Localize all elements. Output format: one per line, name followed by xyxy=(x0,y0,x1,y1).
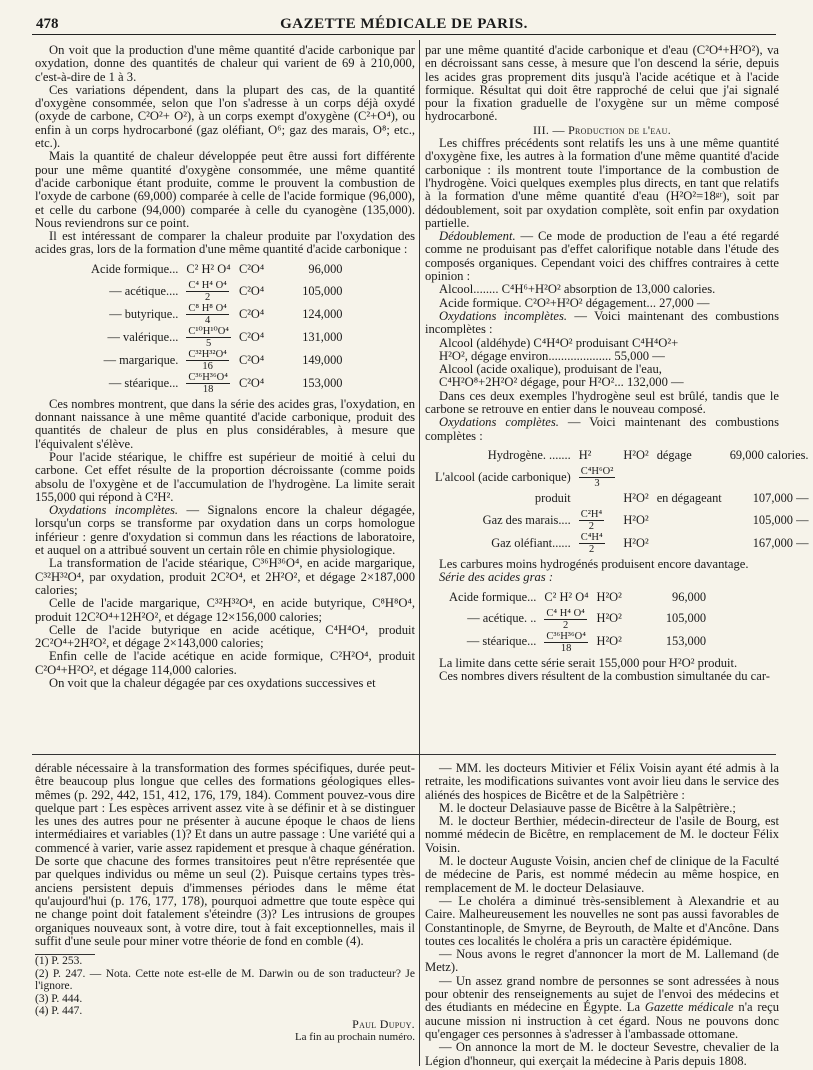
footnote: (3) P. 444. xyxy=(35,992,83,1005)
news-text: n'a reçu aucune mission ni instruction à cet égard. Nous ne pouvons donc qu'engager ces personnes à s'adresser à l'ambassade ottomane. xyxy=(425,1000,780,1041)
formula-denominator: 18 xyxy=(560,642,572,654)
paragraph-text: — Voici maintenant des combustions complètes : xyxy=(425,415,780,443)
table-row xyxy=(87,326,346,349)
water-formula: H²O² xyxy=(623,535,649,550)
heat-value: 167,000 — xyxy=(752,535,809,550)
paragraph-lead: Oxydations complètes. xyxy=(439,415,559,430)
product-formula: C²O⁴ xyxy=(238,262,265,277)
paragraph: La limite dans cette série serait 155,000 pour H²O² produit. xyxy=(439,655,738,670)
formula-denominator: 3 xyxy=(594,477,600,489)
news-item: — MM. les docteurs Mitivier et Félix Voisin ayant été admis à la retraite, les modifications suivantes vont avoir lieu dans le service des aliénés des hospices de Bicêtre et de la Salpêtrière : xyxy=(425,761,779,802)
formula-denominator: 2 xyxy=(589,543,595,555)
formula-numerator: C⁴ H⁴ O⁴ xyxy=(546,607,585,619)
formula-fraction xyxy=(186,303,228,326)
product-formula: C²O⁴ xyxy=(238,352,265,367)
paragraph: par une même quantité d'acide carbonique et d'eau (C²O⁴+H²O²), va en décroissant sans cesse, à mesure que l'on descend la série, depuis les acides gras proprement dits jusqu'à l'acide acétique et à l'acide formique. Résultat qui doit être rapproché de celui que j'ai signalé pour la fixation graduelle de l'oxygène sur un même composé hydrocarboné. xyxy=(425,43,779,124)
page-number: 478 xyxy=(36,16,59,32)
compound-name: Acide formique... xyxy=(449,589,537,604)
paragraph: dérable nécessaire à la transformation des formes spécifiques, durée peut-être beaucoup plus longue que celles des formations géologiques elles-mêmes (p. 292, 442, 151, 412, 176, 179, 184). Comment pouvez-vous dire quelque part : Les espèces arrivent assez vite à se définir et à se distinguer les unes des autres pour ne présenter à aucune époque le chaos de liens intermédiaires et variables (1)? Et dans un autre passage : Une variété qui a commencé à varier, varie assez rapidement et presque à chaque génération. De sorte que chacune des formes transitoires peut n'être représentée que par quelques individus ou même un seul (2). Puisque certains types très-anciens persistent depuis d'immenses périodes dans le même état qu'aujourd'hui (p. 176, 177, 178), pourquoi admettre que toute espèce qui ne change point doit fatalement s'éteindre (3)? Les intrusions de groupes organiques nouveaux sont, à votre dire, tout à fait exceptionnelles, mais il suffit d'une seule pour miner votre théorie de fond en comble (4). xyxy=(35,761,415,948)
formula-denominator: 5 xyxy=(206,337,212,349)
compound-name: produit xyxy=(534,491,571,506)
paragraph-lead: Oxydations incomplètes. xyxy=(439,308,568,323)
paragraph-text: — Signalons encore la chaleur dégagée, lorsqu'un corps se transforme par oxydation dans un corps homologue inférieur : genre d'oxydation si commun dans les réactions de laboratoire, et auquel on a attribué souvent un certain rôle en chimie physiologique. xyxy=(35,503,416,558)
paragraph-lead: Dédoublement. xyxy=(439,229,516,244)
bottom-left-column xyxy=(35,762,415,1062)
section-divider xyxy=(32,754,776,755)
water-formula: H²O² xyxy=(623,491,649,506)
fatty-acids-heat-table xyxy=(87,260,346,395)
news-item xyxy=(425,975,779,1041)
footnote: (4) P. 447. xyxy=(35,1005,83,1018)
paragraph: On voit que la chaleur dégagée par ces oxydations successives et xyxy=(49,675,376,690)
footnote: (1) P. 253. xyxy=(35,955,83,968)
paragraph: La transformation de l'acide stéarique, C³⁶H³⁶O⁴, en acide margarique, C³²H³²O⁴, par oxydation, produit 2C²O⁴, et 2H²O², et dégage 2×187,000 calories; xyxy=(35,556,415,597)
heat-value: 149,000 xyxy=(302,352,343,367)
formula-fraction xyxy=(544,608,586,631)
news-item: — Le choléra a diminué très-sensiblement à Alexandrie et au Caire. Malheureusement les nouvelles ne sont pas aussi favorables de Constantinople, de Smyrne, de Beyrouth, de Malte et d'Ancône. Dans toutes ces localités le choléra a pris un caractère épidémique. xyxy=(425,893,779,948)
formula-denominator: 18 xyxy=(202,383,214,395)
paragraph xyxy=(425,230,779,283)
complete-oxidation-table xyxy=(431,446,813,555)
paragraph: Celle de l'acide butyrique en acide acétique, C⁴H⁴O⁴, produit 2C²O⁴+2H²O², et dégage 2×143,000 calories; xyxy=(35,622,415,651)
compound-formula xyxy=(575,489,620,509)
formula-numerator: C³²H³²O⁴ xyxy=(188,348,227,360)
table-row xyxy=(87,303,346,326)
paragraph: Les chiffres précédents sont relatifs les uns à une même quantité d'oxygène fixe, les autres à la formation d'une même quantité d'acide carbonique : ils montrent toute l'importance de la combustion de l'hydrogène. Voici quelques exemples plus directs, en tant que relatifs à la formation d'une même quantité d'eau (H²O²=18ᵍʳ), soit par dédoublement, soit par oxydation complète, soit enfin par oxydation partielle. xyxy=(425,136,779,230)
compound-name: — valérique... xyxy=(107,329,179,344)
paragraph: Ces nombres divers résultent de la combustion simultanée du car- xyxy=(439,668,770,683)
news-item: M. le docteur Auguste Voisin, ancien chef de clinique de la Faculté de médecine de Paris, est nommé médecin au même hospice, en remplacement de M. le docteur Delasiauve. xyxy=(425,854,779,895)
paragraph xyxy=(425,416,779,443)
paragraph-text: — Voici maintenant des combustions incomplètes : xyxy=(425,308,779,337)
formula-fraction xyxy=(579,532,605,555)
compound-formula xyxy=(182,372,235,395)
paragraph xyxy=(35,504,415,557)
paragraph: Ces nombres montrent, que dans la série des acides gras, l'oxydation, en donnant naissance à une même quantité d'acide carbonique, produit des quantités de chaleur de plus en plus considérables, à mesure que l'équivalent s'élève. xyxy=(35,396,415,451)
page-header xyxy=(32,10,776,35)
formula-numerator: C¹⁰H¹⁰O⁴ xyxy=(188,325,229,337)
equation-line: Alcool........ C⁴H⁶+H²O² absorption de 13,000 calories. xyxy=(439,282,716,297)
continued-note: La fin au prochain numéro. xyxy=(294,1030,415,1043)
product-formula: C²O⁴ xyxy=(238,306,265,321)
heat-value: 105,000 — xyxy=(752,512,809,527)
formula-fraction xyxy=(579,466,616,489)
equation-line: Alcool (aldéhyde) C⁴H⁴O² produisant C⁴H⁴O²+ xyxy=(439,335,679,350)
paragraph: Celle de l'acide margarique, C³²H³²O⁴, en acide butyrique, C⁸H⁸O⁴, produit 12C²O⁴+12H²O², et dégage 12×156,000 calories; xyxy=(35,596,415,624)
compound-formula xyxy=(182,349,235,372)
news-text: — Un assez grand nombre de personnes se sont adressées à nous pour obtenir des renseignements au sujet de l'envoi des médecins et des étudiants en médecine en Égypte. La xyxy=(425,973,779,1015)
table-row xyxy=(445,588,710,608)
table-row xyxy=(87,349,346,372)
heat-value xyxy=(726,466,813,489)
formula-denominator: 16 xyxy=(202,360,213,372)
water-formula: H²O² xyxy=(596,611,622,626)
equation-line: Alcool (acide oxalique), produisant de l'eau, xyxy=(439,362,662,377)
compound-formula xyxy=(540,608,592,631)
formula-numerator: C⁴H⁶O² xyxy=(580,465,614,477)
paragraph-lead: Oxydations incomplètes. xyxy=(49,503,179,518)
compound-formula: C² H² O⁴ xyxy=(544,589,589,604)
compound-formula: H² xyxy=(578,448,592,463)
compound-formula xyxy=(540,631,592,654)
table-row xyxy=(431,446,813,466)
table-row xyxy=(431,532,813,555)
water-formula: H²O² xyxy=(623,512,649,527)
verb xyxy=(653,532,726,555)
news-item: M. le docteur Berthier, médecin-directeur de l'asile de Bourg, est nommé médecin de Bicêtre, en remplacement de M. le docteur Félix Voisin. xyxy=(425,814,779,855)
paragraph xyxy=(425,310,779,337)
formula-fraction xyxy=(579,509,604,532)
formula-denominator: 2 xyxy=(204,291,211,303)
heat-value: 153,000 xyxy=(302,375,343,390)
news-item: M. le docteur Delasiauve passe de Bicêtre à la Salpêtrière.; xyxy=(439,800,736,815)
table-row xyxy=(445,608,710,631)
compound-name: Acide formique... xyxy=(91,262,179,277)
formula-denominator: 2 xyxy=(562,619,569,631)
paragraph: On voit que la production d'une même quantité d'acide carbonique par oxydation, donne des quantités de chaleur qui varient de 69 à 210,000, c'est-à-dire de 1 à 3. xyxy=(35,43,415,84)
series-title: Série des acides gras : xyxy=(439,570,554,585)
formula-numerator: C²H⁴ xyxy=(580,508,603,520)
compound-formula: C² H² O⁴ xyxy=(186,262,231,277)
water-formula: H²O² xyxy=(623,448,649,463)
news-item: — Nous avons le regret d'annoncer la mort de M. Lallemand (de Metz). xyxy=(425,947,779,975)
compound-name: Gaz oléfiant...... xyxy=(491,535,571,550)
heat-value: 107,000 — xyxy=(752,491,809,506)
product-formula: C²O⁴ xyxy=(238,329,265,344)
water-formula xyxy=(619,466,652,489)
formula-denominator: 4 xyxy=(204,314,211,326)
paragraph: Les carbures moins hydrogénés produisent encore davantage. xyxy=(439,556,749,571)
paragraph: Mais la quantité de chaleur développée peut être aussi fort différente pour une même quantité d'oxygène consommée, une même quantité d'acide carbonique étant produite, comme le prouvent la combustion de l'oxyde de carbone (69,000) comparée à celle de l'acide formique (96,000), et celle du carbone (94,000) comparée à celle du cyanogène (135,000). Nous reviendrons sur ce point. xyxy=(35,149,415,230)
right-column xyxy=(425,43,809,750)
formula-fraction xyxy=(186,280,228,303)
verb xyxy=(653,466,726,489)
paragraph: Il est intéressant de comparer la chaleur produite par l'oxydation des acides gras, lors de la formation d'une même quantité d'acide carbonique : xyxy=(35,229,415,257)
formula-fraction xyxy=(186,349,228,372)
column-divider xyxy=(419,40,420,1066)
paragraph-text: — Ce mode de production de l'eau a été regardé comme ne produisant pas d'effet calorifique notable dans l'étude des composés organiques. Cependant voici des chiffres contraires à cette opinion : xyxy=(425,229,779,284)
compound-formula xyxy=(575,532,620,555)
verb: en dégageant xyxy=(656,491,722,506)
section-heading: III. — Production de l'eau. xyxy=(532,122,672,137)
running-title: GAZETTE MÉDICALE DE PARIS. xyxy=(280,16,528,32)
footnote: (2) P. 247. — Nota. Cette note est-elle de M. Darwin ou de son traducteur? Je l'ignore. xyxy=(35,967,415,993)
formula-numerator: C³⁶H³⁶O⁴ xyxy=(188,371,228,383)
formula-numerator: C⁸ H⁸ O⁴ xyxy=(188,302,227,314)
left-column xyxy=(35,44,415,750)
table-row xyxy=(431,466,813,489)
table-row xyxy=(87,372,346,395)
compound-name: Gaz des marais.... xyxy=(482,512,571,527)
formula-numerator: C³⁶H³⁶O⁴ xyxy=(546,630,586,642)
table-row xyxy=(87,260,346,280)
formula-numerator: C⁴ H⁴ O⁴ xyxy=(188,279,227,291)
heat-value: 96,000 xyxy=(308,262,343,277)
compound-name: — butyrique.. xyxy=(109,306,179,321)
water-formula: H²O² xyxy=(596,634,622,649)
equation-line: H²O², dégage environ.................... 55,000 — xyxy=(439,348,665,363)
heat-value: 96,000 xyxy=(672,589,707,604)
paragraph: Pour l'acide stéarique, le chiffre est supérieur de moitié à celui du carbone. Cet effet résulte de la proportion décroissante (comme poids absolu de l'oxygène et de l'accumulation de l'hydrogène. La limite serait 155,000 qui répond à C²H². xyxy=(35,449,415,504)
heat-value: 131,000 xyxy=(302,329,343,344)
bottom-right-column xyxy=(425,761,780,1068)
table-row xyxy=(431,509,813,532)
compound-formula xyxy=(182,280,235,303)
equation-line: C⁴H²O⁸+2H²O² dégage, pour H²O²... 132,000 — xyxy=(439,375,684,390)
formula-fraction xyxy=(186,326,231,349)
formula-denominator: 2 xyxy=(588,520,595,532)
journal-title: Gazette médicale xyxy=(644,1000,734,1015)
compound-formula xyxy=(575,466,620,489)
table-row xyxy=(87,280,346,303)
table-row xyxy=(445,631,710,654)
heat-value: 124,000 xyxy=(302,306,343,321)
verb xyxy=(653,509,726,532)
heat-value: 153,000 xyxy=(665,634,707,649)
author-signature: Paul Dupuy. xyxy=(352,1016,415,1031)
compound-name: — acétique.... xyxy=(109,283,179,298)
formula-fraction xyxy=(544,631,587,654)
compound-formula xyxy=(182,326,235,349)
paragraph: Dans ces deux exemples l'hydrogène seul est brûlé, tandis que le carbone se retrouve en entier dans le nouveau composé. xyxy=(425,388,779,417)
water-formula: H²O² xyxy=(596,589,622,604)
compound-name: L'alcool (acide carbonique) xyxy=(435,469,571,484)
paragraph: Enfin celle de l'acide acétique en acide formique, C²H²O⁴, produit C²O⁴+H²O², et dégage 114,000 calories. xyxy=(35,649,415,677)
verb: dégage xyxy=(656,448,692,463)
compound-name: Hydrogène. ....... xyxy=(487,448,571,463)
formula-numerator: C⁴H⁴ xyxy=(580,531,603,543)
compound-formula xyxy=(182,303,235,326)
product-formula: C²O⁴ xyxy=(238,283,265,298)
heat-value: 105,000 xyxy=(665,611,707,626)
formula-fraction xyxy=(186,372,229,395)
table-row xyxy=(431,489,813,509)
compound-name: — acétique. .. xyxy=(467,611,537,626)
compound-name: — stéarique... xyxy=(108,375,179,390)
compound-name: — margarique. xyxy=(103,352,179,367)
equation-line: Acide formique. C²O²+H²O² dégagement... 27,000 — xyxy=(439,295,710,310)
product-formula: C²O⁴ xyxy=(238,375,265,390)
heat-value: 69,000 calories. xyxy=(729,448,809,463)
paragraph: Ces variations dépendent, dans la plupart des cas, de la quantité d'oxygène consommée, selon que l'on s'adresse à un corps déjà oxydé (oxyde de carbone, C²O²+ O²), à un corps exempt d'oxygène (C²+O⁴), ou enfin à un corps hydrocarboné (gaz oléfiant, O⁶; gaz des marais, O⁸; etc., etc.). xyxy=(35,82,415,151)
compound-name: — stéarique... xyxy=(466,634,537,649)
news-item: — On annonce la mort de M. le docteur Sevestre, chevalier de la Légion d'honneur, qui exerçait la médecine à Paris depuis 1808. xyxy=(425,1040,779,1068)
heat-value: 105,000 xyxy=(302,283,343,298)
compound-formula xyxy=(575,509,620,532)
fatty-acids-water-table xyxy=(445,588,710,654)
